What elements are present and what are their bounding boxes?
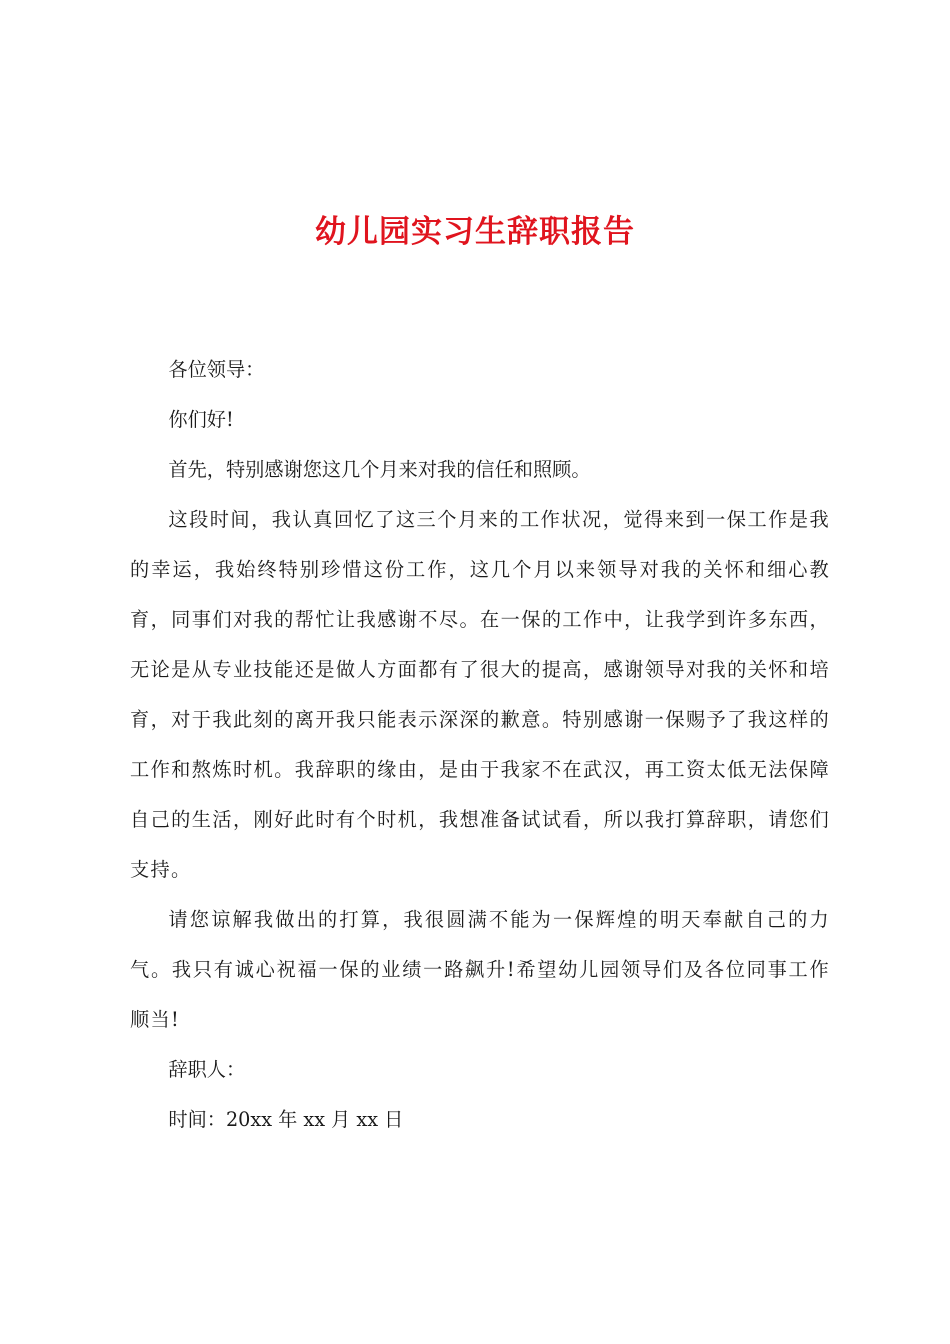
date-line: 时间：20xx 年 xx 月 xx 日 (168, 1108, 404, 1131)
paragraph-closing: 请您谅解我做出的打算，我很圆满不能为一保辉煌的明天奉献自己的力气。我只有诚心祝福一保的业绩一路飙升!希望幼儿园领导们及各位同事工作顺当! (130, 908, 830, 1031)
document-title: 幼儿园实习生辞职报告 (315, 214, 635, 250)
greeting: 各位领导： (168, 358, 265, 381)
paragraph-reason: 这段时间，我认真回忆了这三个月来的工作状况，觉得来到一保工作是我的幸运，我始终特别珍惜这份工作，这几个月以来领导对我的关怀和细心教育，同事们对我的帮忙让我感谢不尽。在一保的工作中，让我学到许多东西，无论是从专业技能还是做人方面都有了很大的提高，感谢领导对我的关怀和培育，对于我此刻的离开我只能表示深深的歉意。特别感谢一保赐予了我这样的工作和熬炼时机。我辞职的缘由，是由于我家不在武汉，再工资太低无法保障自己的生活，刚好此时有个时机，我想准备试试看，所以我打算辞职，请您们支持。 (130, 508, 830, 881)
salutation: 你们好! (168, 408, 234, 431)
paragraph-thanks: 首先，特别感谢您这几个月来对我的信任和照顾。 (168, 458, 591, 481)
document-body (130, 345, 830, 1145)
signer-label: 辞职人： (168, 1058, 246, 1081)
